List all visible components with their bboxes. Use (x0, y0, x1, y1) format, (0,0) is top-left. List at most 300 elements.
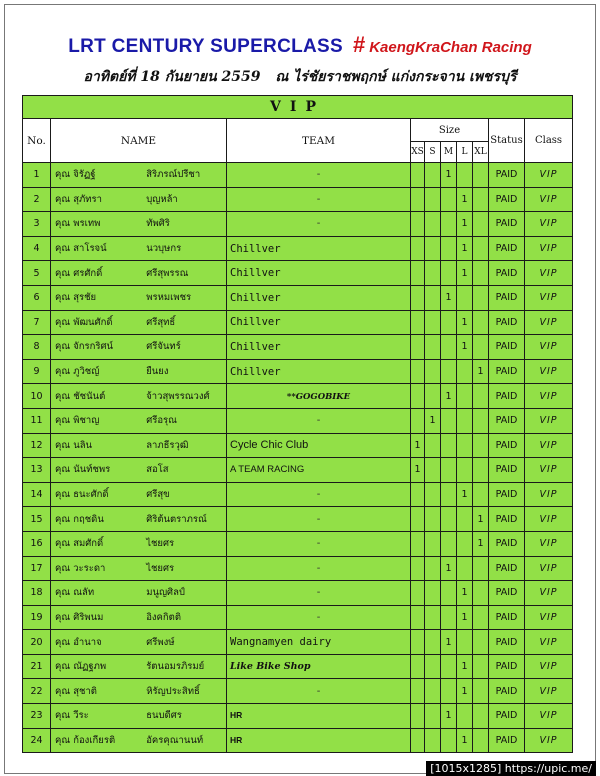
team-cell (227, 531, 411, 556)
table-row (23, 408, 573, 433)
participant-name (51, 654, 227, 679)
payment-status: PAID (489, 728, 525, 753)
team-cell (227, 212, 411, 237)
class-cell: VIP (525, 236, 573, 261)
team-cell (227, 384, 411, 409)
table-row (23, 335, 573, 360)
name-prefix: คุณ (55, 734, 71, 746)
size-empty-cell (457, 556, 473, 581)
size-empty-cell (457, 163, 473, 188)
row-number: 3 (23, 212, 51, 237)
payment-status: PAID (489, 679, 525, 704)
first-name: ณัฏฐภพ (73, 661, 107, 673)
size-empty-cell (457, 433, 473, 458)
name-prefix: คุณ (55, 464, 71, 476)
size-empty-cell (411, 507, 425, 532)
team-name: - (316, 218, 321, 230)
event-name: LRT CENTURY SUPERCLASS (68, 36, 343, 57)
team-name: Chillver (230, 291, 281, 304)
name-prefix: คุณ (55, 316, 71, 328)
participant-name (51, 285, 227, 310)
participant-name (51, 458, 227, 483)
size-empty-cell (411, 310, 425, 335)
name-prefix: คุณ (55, 636, 71, 648)
last-name: รัตนอมรภิรมย์ (146, 661, 205, 673)
size-empty-cell (441, 212, 457, 237)
first-name: นลิน (73, 439, 93, 451)
participant-name (51, 310, 227, 335)
size-empty-cell (441, 458, 457, 483)
class-cell: VIP (525, 458, 573, 483)
size-empty-cell (441, 605, 457, 630)
size-empty-cell (425, 187, 441, 212)
size-empty-cell (425, 654, 441, 679)
class-cell: VIP (525, 654, 573, 679)
class-cell: VIP (525, 359, 573, 384)
payment-status: PAID (489, 704, 525, 729)
first-name: กฤชดิน (73, 513, 104, 525)
row-number: 6 (23, 285, 51, 310)
size-empty-cell (425, 212, 441, 237)
team-name: HR (230, 734, 243, 745)
col-header-status: Status (489, 119, 525, 163)
table-row (23, 507, 573, 532)
size-empty-cell (425, 482, 441, 507)
row-number: 2 (23, 187, 51, 212)
size-empty-cell (473, 728, 489, 753)
payment-status: PAID (489, 433, 525, 458)
size-empty-cell (425, 384, 441, 409)
size-empty-cell (425, 236, 441, 261)
first-name: ณลัท (73, 587, 95, 599)
size-qty-cell: 1 (473, 359, 489, 384)
team-name: - (316, 611, 321, 623)
class-cell: VIP (525, 433, 573, 458)
event-subtitle (0, 66, 600, 88)
size-empty-cell (411, 163, 425, 188)
size-qty-cell: 1 (457, 728, 473, 753)
size-empty-cell (457, 285, 473, 310)
payment-status: PAID (489, 630, 525, 655)
last-name: ไชยศร (146, 538, 175, 550)
payment-status: PAID (489, 507, 525, 532)
table-row (23, 482, 573, 507)
row-number: 12 (23, 433, 51, 458)
size-empty-cell (473, 236, 489, 261)
size-qty-cell: 1 (411, 458, 425, 483)
class-cell: VIP (525, 261, 573, 286)
size-empty-cell (473, 630, 489, 655)
col-header-size-m: M (441, 142, 457, 163)
size-empty-cell (411, 384, 425, 409)
last-name: ศรีสุพรรณ (146, 267, 189, 279)
first-name: จิรัฏฐ์ (73, 169, 96, 181)
payment-status: PAID (489, 359, 525, 384)
name-prefix: คุณ (55, 390, 71, 402)
first-name: พิชาญ (73, 415, 100, 427)
last-name: ธนบดีศร (146, 710, 182, 722)
table-row (23, 236, 573, 261)
size-empty-cell (441, 482, 457, 507)
payment-status: PAID (489, 335, 525, 360)
last-name: ลาภธีรวุฒิ (146, 439, 189, 451)
size-qty-cell: 1 (457, 605, 473, 630)
first-name: สุชาติ (73, 685, 97, 697)
last-name: ศิริต้นตราภรณ์ (146, 513, 207, 525)
size-empty-cell (425, 605, 441, 630)
size-empty-cell (473, 704, 489, 729)
vip-banner: VIP (23, 96, 573, 119)
team-name: Chillver (230, 316, 281, 329)
last-name: สอโส (146, 464, 169, 476)
size-empty-cell (411, 728, 425, 753)
size-empty-cell (441, 581, 457, 606)
size-qty-cell: 1 (441, 285, 457, 310)
size-qty-cell: 1 (441, 556, 457, 581)
size-empty-cell (411, 335, 425, 360)
team-cell (227, 605, 411, 630)
size-empty-cell (411, 408, 425, 433)
name-prefix: คุณ (55, 341, 71, 353)
size-qty-cell: 1 (457, 261, 473, 286)
table-row (23, 212, 573, 237)
size-empty-cell (425, 728, 441, 753)
team-cell (227, 310, 411, 335)
class-cell: VIP (525, 679, 573, 704)
size-qty-cell: 1 (457, 482, 473, 507)
row-number: 1 (23, 163, 51, 188)
row-number: 17 (23, 556, 51, 581)
event-venue: ณ ไร่ชัยราชพฤกษ์ แก่งกระจาน เพชรบุรี (275, 69, 517, 85)
team-cell (227, 408, 411, 433)
first-name: วะระดา (73, 562, 106, 574)
size-empty-cell (411, 605, 425, 630)
size-empty-cell (441, 359, 457, 384)
team-name: - (316, 587, 321, 599)
first-name: จักรกริศน์ (73, 341, 114, 353)
row-number: 11 (23, 408, 51, 433)
last-name: ยืนยง (146, 366, 169, 378)
team-cell (227, 581, 411, 606)
team-cell (227, 507, 411, 532)
table-row (23, 163, 573, 188)
name-prefix: คุณ (55, 193, 71, 205)
first-name: ศรศักดิ์ (73, 267, 103, 279)
team-name: Like Bike Shop (230, 661, 311, 673)
team-cell (227, 556, 411, 581)
size-empty-cell (411, 704, 425, 729)
table-row (23, 285, 573, 310)
size-empty-cell (441, 236, 457, 261)
name-prefix: คุณ (55, 439, 71, 451)
size-empty-cell (441, 261, 457, 286)
size-empty-cell (425, 163, 441, 188)
table-row (23, 630, 573, 655)
class-cell: VIP (525, 187, 573, 212)
size-empty-cell (457, 458, 473, 483)
payment-status: PAID (489, 556, 525, 581)
payment-status: PAID (489, 310, 525, 335)
name-prefix: คุณ (55, 611, 71, 623)
team-cell (227, 236, 411, 261)
size-empty-cell (473, 581, 489, 606)
size-empty-cell (473, 482, 489, 507)
first-name: นันท์ชพร (73, 464, 111, 476)
size-empty-cell (473, 458, 489, 483)
size-qty-cell: 1 (457, 187, 473, 212)
participant-name (51, 163, 227, 188)
team-name: - (316, 685, 321, 697)
name-prefix: คุณ (55, 538, 71, 550)
size-empty-cell (411, 212, 425, 237)
size-empty-cell (425, 458, 441, 483)
first-name: ธนะศักดิ์ (73, 489, 109, 501)
class-cell: VIP (525, 704, 573, 729)
class-cell: VIP (525, 507, 573, 532)
size-empty-cell (441, 408, 457, 433)
team-name: Chillver (230, 340, 281, 353)
size-qty-cell: 1 (441, 630, 457, 655)
size-empty-cell (411, 236, 425, 261)
first-name: ศิริพนม (73, 611, 104, 623)
size-empty-cell (425, 335, 441, 360)
row-number: 7 (23, 310, 51, 335)
participant-name (51, 408, 227, 433)
team-name: - (316, 538, 321, 550)
row-number: 23 (23, 704, 51, 729)
row-number: 20 (23, 630, 51, 655)
first-name: วีระ (73, 710, 89, 722)
size-empty-cell (441, 310, 457, 335)
row-number: 14 (23, 482, 51, 507)
payment-status: PAID (489, 384, 525, 409)
size-empty-cell (473, 163, 489, 188)
hashtag-symbol: # (352, 32, 366, 57)
last-name: สิริภรณ์ปรีชา (146, 169, 201, 181)
first-name: สมศักดิ์ (73, 538, 104, 550)
size-empty-cell (425, 261, 441, 286)
team-name: Chillver (230, 267, 281, 280)
participant-name (51, 556, 227, 581)
team-cell (227, 359, 411, 384)
size-empty-cell (473, 285, 489, 310)
size-empty-cell (425, 507, 441, 532)
last-name: ศรีสุข (146, 489, 170, 501)
size-qty-cell: 1 (441, 704, 457, 729)
team-cell (227, 630, 411, 655)
last-name: มนูญศิลป์ (146, 587, 185, 599)
team-name: Chillver (230, 242, 281, 255)
team-cell (227, 482, 411, 507)
size-empty-cell (441, 531, 457, 556)
payment-status: PAID (489, 236, 525, 261)
participant-name (51, 728, 227, 753)
team-name: **GOGOBIKE (286, 391, 351, 402)
first-name: อำนาจ (73, 636, 102, 648)
last-name: พรหมเพชร (146, 292, 192, 304)
participant-name (51, 581, 227, 606)
size-empty-cell (473, 679, 489, 704)
col-header-size-xs: XS (411, 142, 425, 163)
last-name: หิรัญประสิทธิ์ (146, 685, 200, 697)
col-header-size-xl: XL (473, 142, 489, 163)
participant-name (51, 236, 227, 261)
first-name: สาโรจน์ (73, 243, 107, 255)
payment-status: PAID (489, 605, 525, 630)
payment-status: PAID (489, 458, 525, 483)
team-cell (227, 679, 411, 704)
participant-name (51, 335, 227, 360)
size-qty-cell: 1 (441, 163, 457, 188)
last-name: ไชยศร (146, 562, 175, 574)
table-row (23, 310, 573, 335)
size-empty-cell (473, 310, 489, 335)
team-cell (227, 285, 411, 310)
name-prefix: คุณ (55, 415, 71, 427)
table-row (23, 531, 573, 556)
size-empty-cell (425, 433, 441, 458)
class-cell: VIP (525, 212, 573, 237)
table-row (23, 728, 573, 753)
class-cell: VIP (525, 285, 573, 310)
row-number: 13 (23, 458, 51, 483)
size-empty-cell (473, 605, 489, 630)
participant-name (51, 212, 227, 237)
participant-name (51, 507, 227, 532)
row-number: 15 (23, 507, 51, 532)
size-empty-cell (473, 384, 489, 409)
size-empty-cell (411, 654, 425, 679)
size-empty-cell (441, 433, 457, 458)
table-row (23, 605, 573, 630)
class-cell: VIP (525, 531, 573, 556)
col-header-name: NAME (51, 119, 227, 163)
size-empty-cell (457, 704, 473, 729)
col-header-no: No. (23, 119, 51, 163)
participant-name (51, 187, 227, 212)
class-cell: VIP (525, 482, 573, 507)
image-size-watermark: [1015x1285] https://upic.me/ (426, 761, 596, 776)
size-empty-cell (425, 704, 441, 729)
size-empty-cell (425, 285, 441, 310)
payment-status: PAID (489, 187, 525, 212)
size-empty-cell (441, 187, 457, 212)
hashtag-text: KaengKraChan Racing (369, 39, 532, 56)
size-empty-cell (473, 212, 489, 237)
team-name: - (316, 169, 321, 181)
col-header-class: Class (525, 119, 573, 163)
team-name: - (316, 415, 321, 427)
last-name: จ้าวสุพรรณวงศ์ (146, 390, 210, 402)
size-qty-cell: 1 (425, 408, 441, 433)
size-empty-cell (473, 335, 489, 360)
participant-name (51, 605, 227, 630)
table-row (23, 581, 573, 606)
first-name: ก้องเกียรติ (73, 734, 116, 746)
size-qty-cell: 1 (441, 384, 457, 409)
size-qty-cell: 1 (411, 433, 425, 458)
last-name: ศรีพงษ์ (146, 636, 175, 648)
name-prefix: คุณ (55, 243, 71, 255)
payment-status: PAID (489, 261, 525, 286)
first-name: สุภัทรา (73, 193, 102, 205)
class-cell: VIP (525, 605, 573, 630)
size-empty-cell (457, 507, 473, 532)
class-cell: VIP (525, 384, 573, 409)
last-name: ศรีจันทร์ (146, 341, 181, 353)
first-name: สุรชัย (73, 292, 97, 304)
name-prefix: คุณ (55, 685, 71, 697)
first-name: พัฒนศักดิ์ (73, 316, 113, 328)
first-name: ชัชนันต์ (73, 390, 106, 402)
size-empty-cell (411, 531, 425, 556)
size-empty-cell (441, 507, 457, 532)
name-prefix: คุณ (55, 366, 71, 378)
col-header-team: TEAM (227, 119, 411, 163)
table-row (23, 433, 573, 458)
size-empty-cell (441, 728, 457, 753)
size-empty-cell (473, 654, 489, 679)
row-number: 9 (23, 359, 51, 384)
row-number: 22 (23, 679, 51, 704)
class-cell: VIP (525, 556, 573, 581)
team-cell (227, 187, 411, 212)
size-qty-cell: 1 (473, 531, 489, 556)
table-row (23, 261, 573, 286)
size-qty-cell: 1 (457, 236, 473, 261)
size-empty-cell (411, 630, 425, 655)
participant-name (51, 359, 227, 384)
team-name: - (316, 193, 321, 205)
name-prefix: คุณ (55, 267, 71, 279)
size-empty-cell (425, 531, 441, 556)
size-qty-cell: 1 (457, 335, 473, 360)
name-prefix: คุณ (55, 218, 71, 230)
participant-name (51, 384, 227, 409)
size-empty-cell (425, 581, 441, 606)
last-name: ศรีอรุณ (146, 415, 177, 427)
participant-name (51, 531, 227, 556)
table-row (23, 359, 573, 384)
row-number: 16 (23, 531, 51, 556)
size-empty-cell (457, 359, 473, 384)
payment-status: PAID (489, 482, 525, 507)
payment-status: PAID (489, 285, 525, 310)
last-name: นวบุษกร (146, 243, 182, 255)
payment-status: PAID (489, 408, 525, 433)
team-name: Chillver (230, 365, 281, 378)
team-cell (227, 654, 411, 679)
event-date: อาทิตย์ที่ 18 กันยายน 2559 (83, 69, 261, 85)
team-name: - (316, 513, 321, 525)
size-empty-cell (441, 335, 457, 360)
participant-name (51, 704, 227, 729)
size-qty-cell: 1 (457, 654, 473, 679)
team-cell (227, 728, 411, 753)
team-name: A TEAM RACING (230, 464, 305, 476)
size-empty-cell (411, 359, 425, 384)
participant-name (51, 433, 227, 458)
table-row (23, 458, 573, 483)
payment-status: PAID (489, 654, 525, 679)
team-cell (227, 335, 411, 360)
size-empty-cell (425, 679, 441, 704)
col-header-size-l: L (457, 142, 473, 163)
size-empty-cell (411, 285, 425, 310)
registration-table (22, 95, 573, 753)
team-cell (227, 704, 411, 729)
table-row (23, 384, 573, 409)
